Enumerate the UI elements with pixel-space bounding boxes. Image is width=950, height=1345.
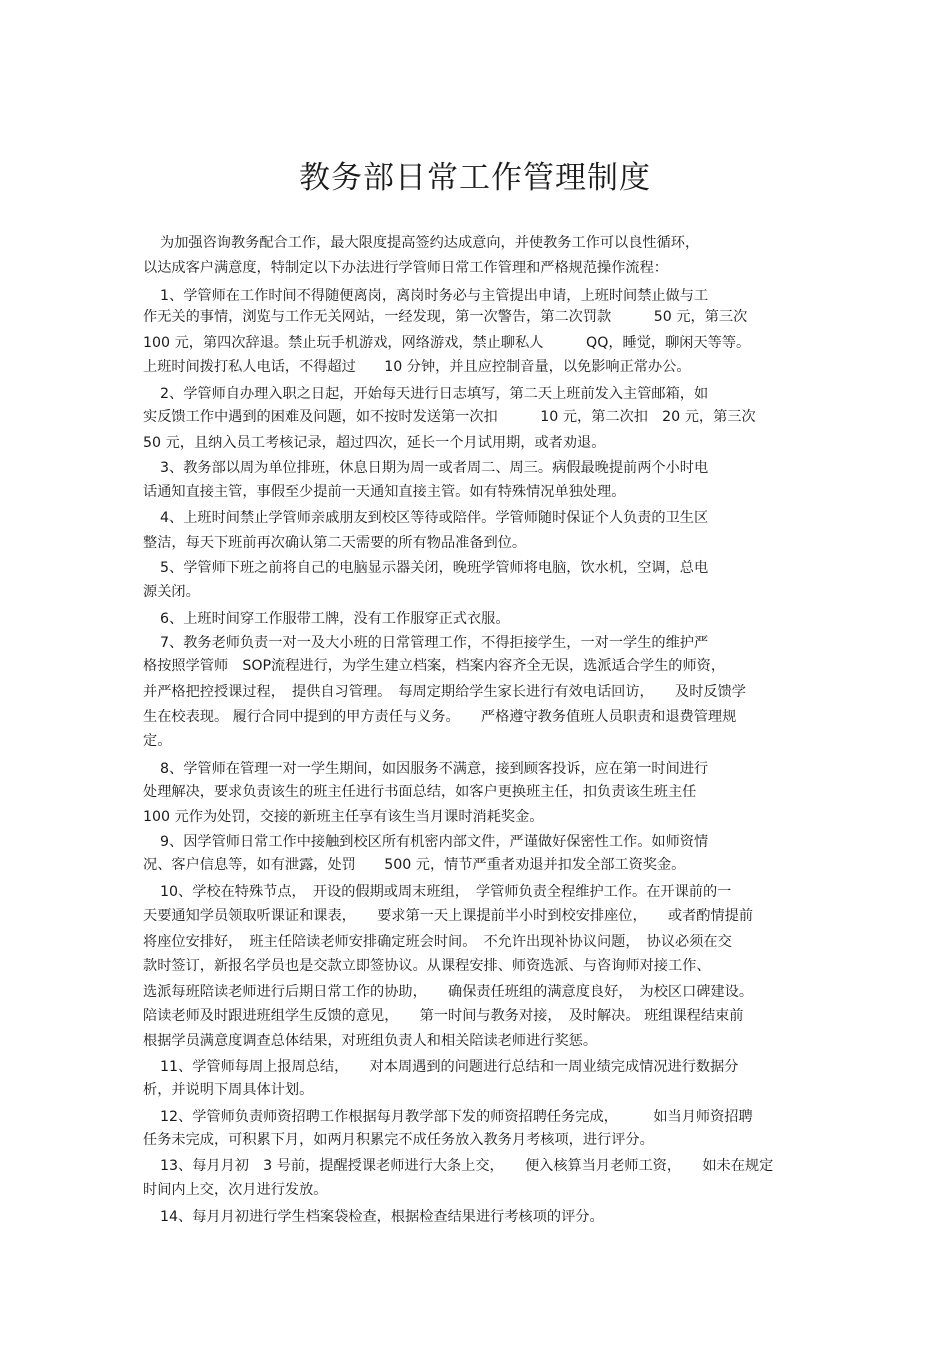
item-7-line-5: 定。: [143, 733, 172, 749]
item-10-line-7: 根据学员满意度调查总体结果，对班组负责人和相关陪读老师进行奖惩。: [143, 1033, 598, 1049]
item-14-line-1: 14、每月月初进行学生档案袋检查，根据检查结果进行考核项的评分。: [160, 1209, 604, 1225]
item-5-line-2: 源关闭。: [143, 584, 200, 600]
item-9-line-2: 况、客户信息等，如有泄露，处罚 500 元，情节严重者劝退并扣发全部工资奖金。: [143, 857, 686, 873]
item-10-line-4: 款时签订，新报名学员也是交款立即签协议。从课程安排、师资选派、与咨询师对接工作、: [143, 958, 711, 974]
item-1-line-3: 100 元，第四次辞退。禁止玩手机游戏，网络游戏，禁止聊私人 QQ，睡觉，聊闲天等等。: [143, 335, 751, 351]
item-7-line-2: 格按照学管师 SOP流程进行，为学生建立档案，档案内容齐全无误，选派适合学生的师资，: [143, 658, 726, 674]
item-10-line-2: 天要通知学员领取听课证和课表， 要求第一天上课提前半小时到校安排座位， 或者酌情提前: [143, 908, 754, 924]
item-10-line-1: 10、学校在特殊节点， 开设的假期或周末班组， 学管师负责全程维护工作。在开课前的一: [160, 884, 732, 900]
item-7-line-3: 并严格把控授课过程， 提供自习管理。 每周定期给学生家长进行有效电话回访， 及时反馈学: [143, 684, 746, 700]
item-5-line-1: 5、学管师下班之前将自己的电脑显示器关闭，晚班学管师将电脑，饮水机，空调，总电: [160, 560, 709, 576]
intro-line-1: 为加强咨询教务配合工作，最大限度提高签约达成意向，并使教务工作可以良性循环，: [160, 235, 700, 251]
item-1-line-1: 1、学管师在工作时间不得随便离岗，离岗时务必与主管提出申请，上班时间禁止做与工: [160, 288, 709, 304]
item-9-line-1: 9、因学管师日常工作中接触到校区所有机密内部文件，严谨做好保密性工作。如师资情: [160, 834, 709, 850]
item-2-line-1: 2、学管师自办理入职之日起，开始每天进行日志填写，第二天上班前发入主管邮箱，如: [160, 386, 709, 402]
item-2-line-2: 实反馈工作中遇到的困难及问题，如不按时发送第一次扣 10 元，第二次扣 20 元，第三次: [143, 409, 756, 425]
item-12-line-1: 12、学管师负责师资招聘工作根据每月教学部下发的师资招聘任务完成， 如当月师资招聘: [160, 1109, 753, 1125]
item-4-line-2: 整洁，每天下班前再次确认第二天需要的所有物品准备到位。: [143, 535, 527, 551]
item-6-line-1: 6、上班时间穿工作服带工牌，没有工作服穿正式衣服。: [160, 611, 510, 627]
item-10-line-3: 将座位安排好， 班主任陪读老师安排确定班会时间。 不允许出现补协议问题， 协议必须在交: [143, 934, 732, 950]
item-12-line-2: 任务未完成，可积累下月，如两月积累完不成任务放入教务月考核项，进行评分。: [143, 1132, 654, 1148]
item-7-line-4: 生在校表现。 履行合同中提到的甲方责任与义务。 严格遵守教务值班人员职责和退费管理规: [143, 709, 737, 725]
item-4-line-1: 4、上班时间禁止学管师亲戚朋友到校区等待或陪伴。学管师随时保证个人负责的卫生区: [160, 510, 709, 526]
item-11-line-2: 析，并说明下周具体计划。: [143, 1082, 314, 1098]
document-title: 教务部日常工作管理制度: [299, 160, 651, 196]
item-11-line-1: 11、学管师每周上报周总结， 对本周遇到的问题进行总结和一周业绩完成情况进行数据分: [160, 1059, 739, 1075]
item-8-line-2: 处理解决，要求负责该生的班主任进行书面总结，如客户更换班主任，扣负责该生班主任: [143, 784, 697, 800]
item-1-line-2: 作无关的事情，浏览与工作无关网站，一经发现，第一次警告，第二次罚款 50 元，第三次: [143, 309, 748, 325]
item-7-line-1: 7、教务老师负责一对一及大小班的日常管理工作，不得拒接学生，一对一学生的维护严: [160, 635, 709, 651]
item-3-line-1: 3、教务部以周为单位排班，休息日期为周一或者周二、周三。病假最晚提前两个小时电: [160, 460, 709, 476]
item-2-line-3: 50 元，且纳入员工考核记录，超过四次，延长一个月试用期，或者劝退。: [143, 435, 606, 451]
item-13-line-1: 13、每月月初 3 号前，提醒授课老师进行大条上交， 便入核算当月老师工资， 如未在规定: [160, 1158, 774, 1174]
item-10-line-5: 选派每班陪读老师进行后期日常工作的协助， 确保责任班组的满意度良好， 为校区口碑建设。: [143, 984, 754, 1000]
item-8-line-3: 100 元作为处罚，交接的新班主任享有该生当月课时消耗奖金。: [143, 809, 544, 825]
item-8-line-1: 8、学管师在管理一对一学生期间，如因服务不满意，接到顾客投诉，应在第一时间进行: [160, 761, 709, 777]
item-10-line-6: 陪读老师及时跟进班组学生反馈的意见， 第一时间与教务对接， 及时解决。 班组课程结束前: [143, 1008, 744, 1024]
item-1-line-4: 上班时间拨打私人电话，不得超过 10 分钟，并且应控制音量，以免影响正常办公。: [143, 359, 691, 375]
intro-line-2: 以达成客户满意度，特制定以下办法进行学管师日常工作管理和严格规范操作流程：: [143, 260, 668, 276]
item-13-line-2: 时间内上交，次月进行发放。: [143, 1182, 328, 1198]
item-3-line-2: 话通知直接主管，事假至少提前一天通知直接主管。如有特殊情况单独处理。: [143, 484, 626, 500]
